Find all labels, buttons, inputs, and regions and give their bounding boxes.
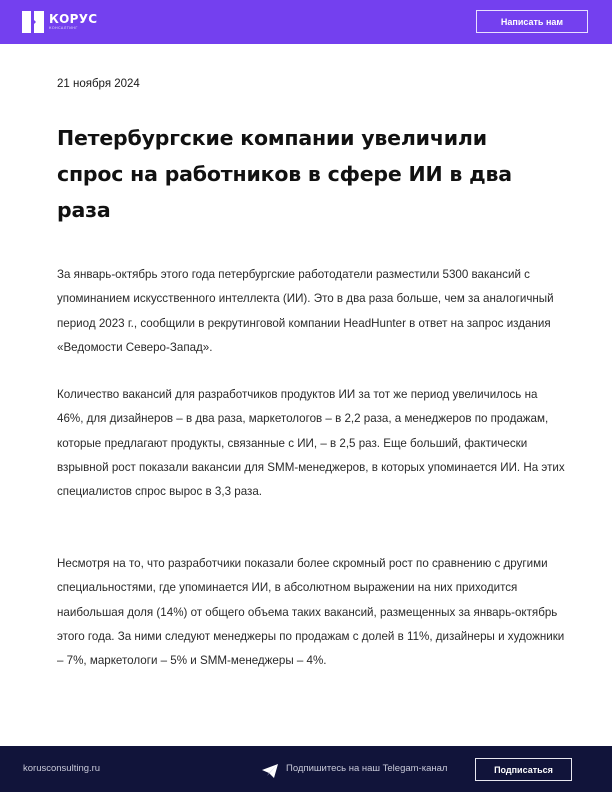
article-date: 21 ноября 2024 [57, 78, 140, 90]
telegram-icon[interactable] [262, 763, 278, 777]
logo-title: КОРУС [49, 12, 98, 26]
write-us-button[interactable]: Написать нам [476, 10, 588, 33]
article-paragraph: За январь-октябрь этого года петербургские работодатели разместили 5300 вакансий с упоминанием искусственного интеллекта (ИИ). Это в два раза больше, чем за аналогичный период 2023 г., сообщили в рекрутинговой компании HeadHunter в ответ на запрос издания «Ведомости Северо-Запад». [57, 268, 554, 354]
article-paragraph: Количество вакансий для разработчиков продуктов ИИ за тот же период увеличилось на 46%, для дизайнеров – в два раза, маркетологов – в 2,2 раза, а менеджеров по продажам, которые предлагают продукты, связанные с ИИ, – в 2,5 раз. Еще больший, фактически взрывной рост показали вакансии для SMM-менеджеров, в которых упоминается ИИ. На этих специалистов спрос вырос в 3,3 раза. [57, 388, 565, 499]
article-paragraph: Несмотря на то, что разработчики показали более скромный рост по сравнению с другими специальностями, где упоминается ИИ, в абсолютном выражении на них приходится наибольшая доля (14%) от общего объема таких вакансий, размещенных за январь-октябрь этого года. За ними следуют менеджеры по продажам с долей в 11%, дизайнеры и художники – 7%, маркетологи – 5% и SMM-менеджеры – 4%. [57, 557, 565, 668]
logo[interactable] [22, 11, 97, 33]
korus-logo-icon [22, 11, 44, 33]
site-link[interactable]: korusconsulting.ru [23, 763, 101, 774]
telegram-link[interactable]: Подпишитесь на наш Telegam-канал [286, 763, 448, 774]
article-title: Петербургские компании увеличили спрос на работников в сфере ИИ в два раза [57, 126, 512, 222]
footer [0, 746, 612, 792]
header [0, 0, 612, 44]
logo-subtitle: КОНСАЛТИНГ [49, 26, 78, 30]
subscribe-button[interactable]: Подписаться [475, 758, 572, 781]
